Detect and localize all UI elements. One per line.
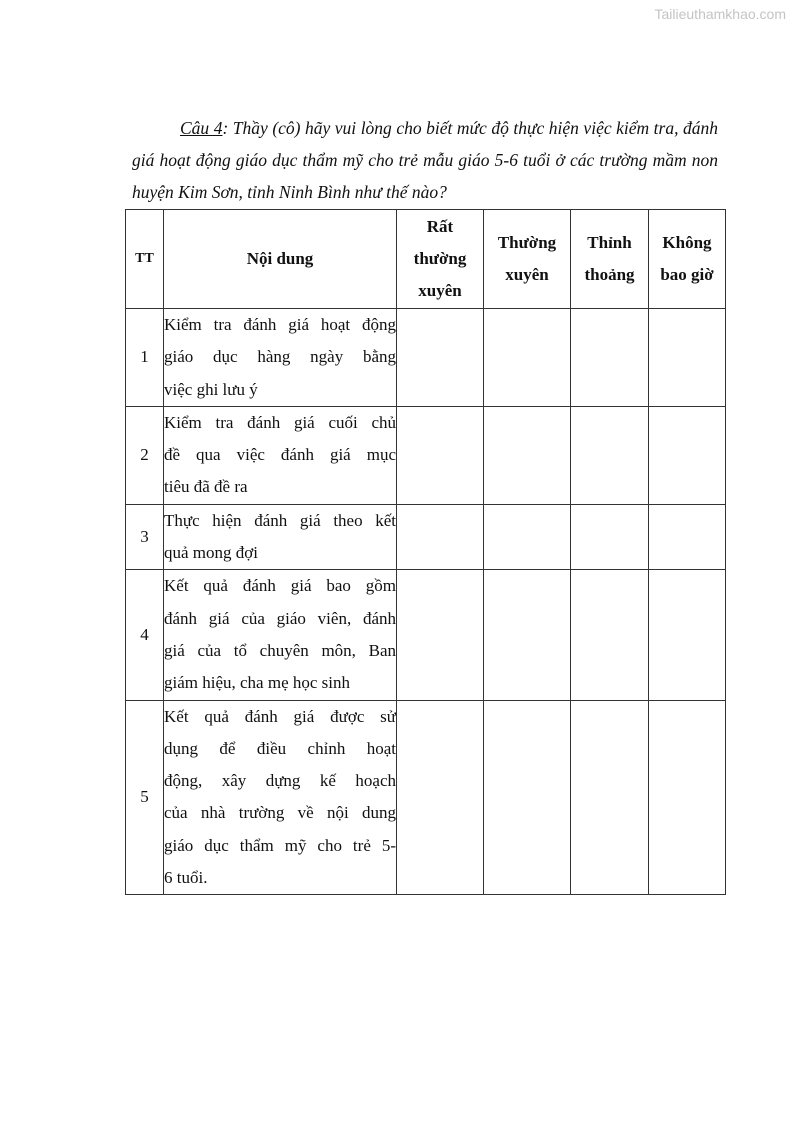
table-row: [126, 309, 726, 407]
table-row: [126, 406, 726, 504]
cell-often[interactable]: [484, 504, 571, 570]
cell-never[interactable]: [649, 406, 726, 504]
row-number: 4: [126, 570, 164, 700]
cell-very-often[interactable]: [397, 309, 484, 407]
cell-very-often[interactable]: [397, 504, 484, 570]
cell-sometimes[interactable]: [571, 406, 649, 504]
table-row: [126, 700, 726, 895]
cell-sometimes[interactable]: [571, 570, 649, 700]
cell-often[interactable]: [484, 570, 571, 700]
header-very-often: Rất thường xuyên: [397, 210, 484, 309]
table-row: [126, 504, 726, 570]
cell-often[interactable]: [484, 700, 571, 895]
cell-sometimes[interactable]: [571, 309, 649, 407]
header-content: Nội dung: [164, 210, 397, 309]
question-text: : Thầy (cô) hãy vui lòng cho biết mức độ thực hiện việc kiểm tra, đánh giá hoạt động giáo dục thẩm mỹ cho trẻ mẫu giáo 5-6 tuổi ở các trường mầm non huyện Kim Sơn, tỉnh Ninh Bình như thế nào?: [132, 118, 718, 202]
row-content: Thực hiện đánh giá theo kết quả mong đợi: [164, 504, 397, 570]
cell-very-often[interactable]: [397, 406, 484, 504]
cell-often[interactable]: [484, 406, 571, 504]
cell-never[interactable]: [649, 309, 726, 407]
row-number: 5: [126, 700, 164, 895]
row-content: Kiểm tra đánh giá hoạt động giáo dục hàng ngày bằng việc ghi lưu ý: [164, 309, 397, 407]
header-sometimes: Thỉnh thoảng: [571, 210, 649, 309]
cell-sometimes[interactable]: [571, 700, 649, 895]
row-content: Kiểm tra đánh giá cuối chủ đề qua việc đánh giá mục tiêu đã đề ra: [164, 406, 397, 504]
table-row: [126, 570, 726, 700]
question-label: Câu 4: [180, 118, 223, 138]
watermark: Tailieuthamkhao.com: [654, 6, 786, 22]
cell-never[interactable]: [649, 504, 726, 570]
row-content: Kết quả đánh giá được sử dụng để điều chỉnh hoạt động, xây dựng kế hoạch của nhà trường về nội dung giáo dục thẩm mỹ cho trẻ 5- 6 tuổi.: [164, 700, 397, 895]
question-paragraph: [132, 112, 718, 208]
cell-very-often[interactable]: [397, 700, 484, 895]
cell-often[interactable]: [484, 309, 571, 407]
table-header-row: [126, 210, 726, 309]
survey-table: [125, 209, 726, 895]
cell-never[interactable]: [649, 570, 726, 700]
cell-very-often[interactable]: [397, 570, 484, 700]
cell-never[interactable]: [649, 700, 726, 895]
row-number: 1: [126, 309, 164, 407]
row-number: 3: [126, 504, 164, 570]
cell-sometimes[interactable]: [571, 504, 649, 570]
header-never: Không bao giờ: [649, 210, 726, 309]
header-often: Thường xuyên: [484, 210, 571, 309]
row-content: Kết quả đánh giá bao gồm đánh giá của giáo viên, đánh giá của tổ chuyên môn, Ban giám hiệu, cha mẹ học sinh: [164, 570, 397, 700]
row-number: 2: [126, 406, 164, 504]
header-tt: TT: [126, 210, 164, 309]
